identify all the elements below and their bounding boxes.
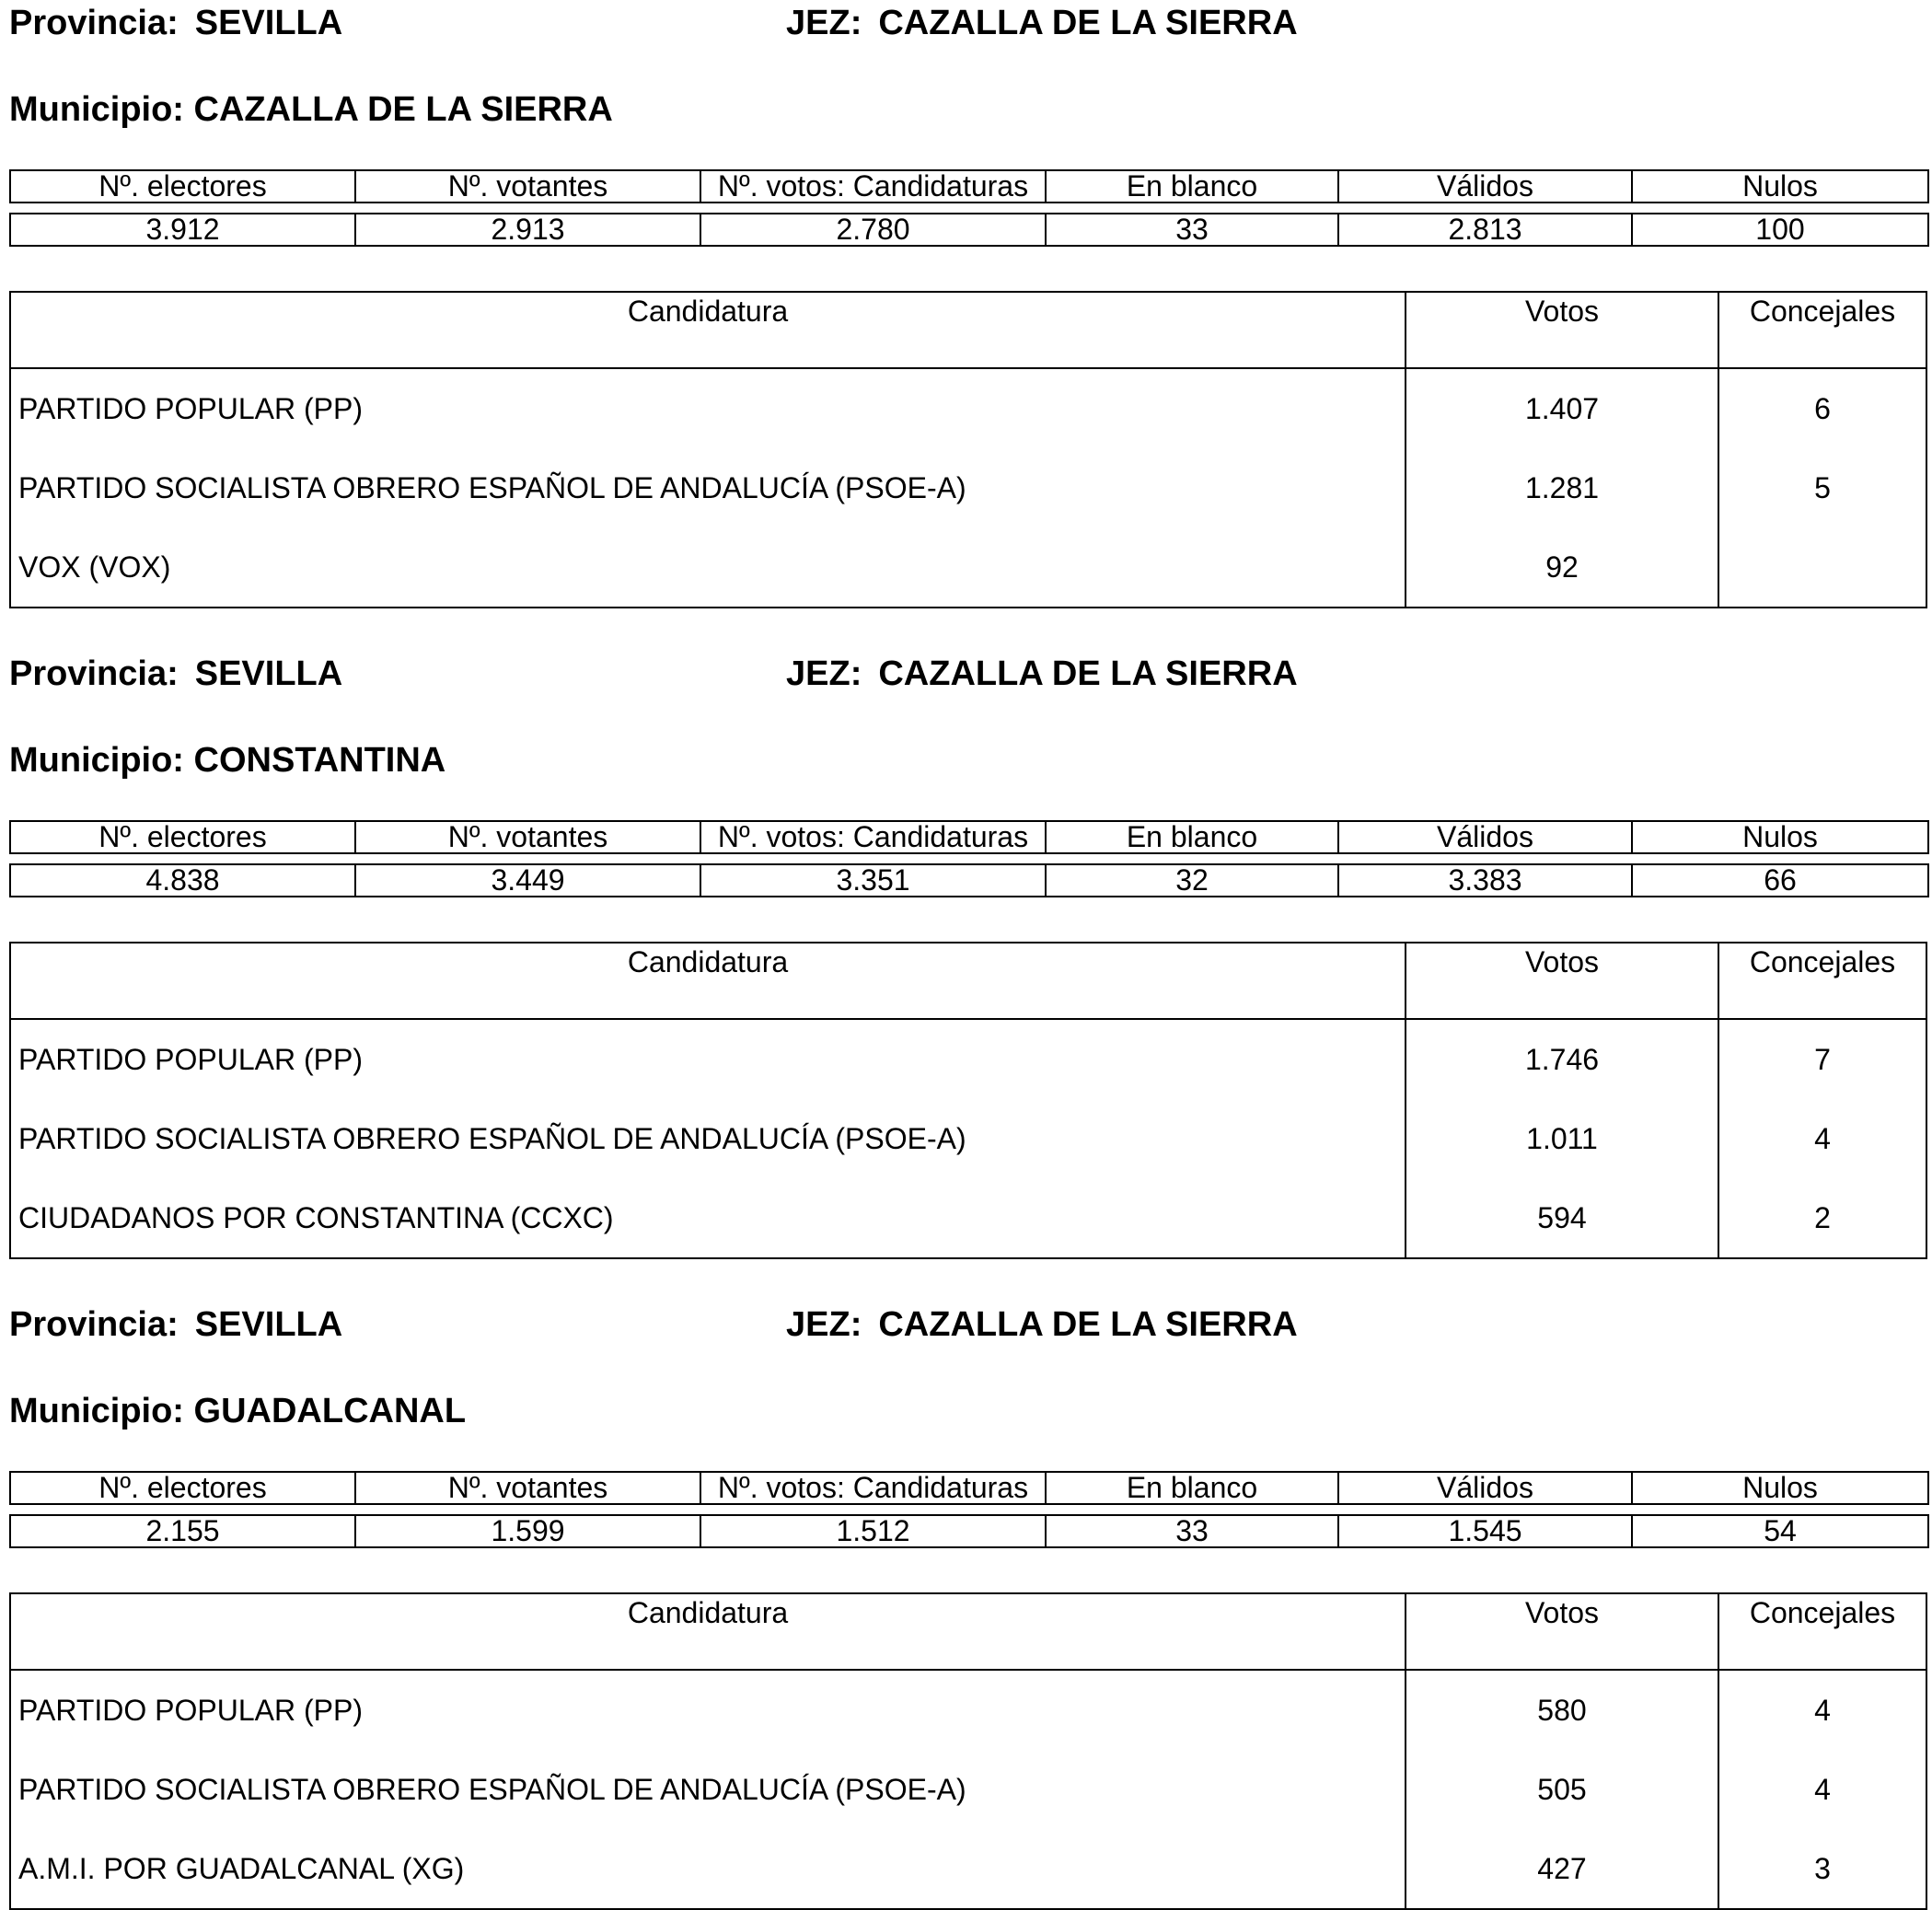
stats-header-cell: Nulos [1632,1472,1928,1504]
party-name: PARTIDO POPULAR (PP) [18,391,363,425]
stats-table [9,1471,1929,1548]
stats-header-cell: Nulos [1632,170,1928,203]
municipio-value: CAZALLA DE LA SIERRA [193,90,613,129]
party-votes: 580 [1406,1670,1718,1750]
party-votes: 1.746 [1406,1019,1718,1099]
party-votes: 1.281 [1406,448,1718,527]
jez-label: JEZ: [786,1305,862,1344]
municipio-label: Municipio: [9,1392,184,1430]
concejales-header: Concejales [1718,943,1926,1019]
parties-header-row [10,1593,1926,1670]
party-row [10,1099,1926,1178]
stats-value-cell: 1.599 [355,1515,700,1547]
candidatura-header: Candidatura [10,1593,1406,1670]
jez-value: CAZALLA DE LA SIERRA [878,1305,1298,1344]
party-votes: 92 [1406,527,1718,608]
jez-value: CAZALLA DE LA SIERRA [878,4,1298,42]
provincia-label: Provincia: [9,4,179,42]
parties-header-row [10,292,1926,368]
jez-label: JEZ: [786,654,862,693]
municipio-heading [9,89,613,130]
stats-header-cell: Válidos [1338,170,1632,203]
stats-value-cell: 54 [1632,1515,1928,1547]
jez-heading [786,3,1298,43]
stats-value-cell: 33 [1046,214,1338,246]
provincia-heading [9,1304,342,1345]
stats-value-cell: 1.545 [1338,1515,1632,1547]
stats-table [9,820,1929,897]
stats-header-cell: Nº. electores [10,170,355,203]
party-seats: 4 [1718,1670,1926,1750]
party-seats: 5 [1718,448,1926,527]
party-name: PARTIDO POPULAR (PP) [18,1693,363,1727]
stats-header-cell: Nº. votos: Candidaturas [700,170,1046,203]
stats-header-row [10,170,1928,203]
jez-heading [786,1304,1298,1345]
stats-header-cell: En blanco [1046,170,1338,203]
stats-value-cell: 2.913 [355,214,700,246]
stats-header-cell: Nº. votantes [355,1472,700,1504]
party-name: A.M.I. POR GUADALCANAL (XG) [18,1851,465,1885]
municipio-value: CONSTANTINA [193,741,446,780]
party-row [10,448,1926,527]
stats-value-cell: 66 [1632,864,1928,897]
stats-value-row [10,1515,1928,1547]
stats-header-cell: Válidos [1338,1472,1632,1504]
party-seats: 4 [1718,1099,1926,1178]
stats-value-cell: 3.383 [1338,864,1632,897]
party-name: PARTIDO SOCIALISTA OBRERO ESPAÑOL DE ANDALUCÍA (PSOE-A) [18,1121,966,1155]
jez-value: CAZALLA DE LA SIERRA [878,654,1298,693]
provincia-heading [9,3,342,43]
stats-value-cell: 100 [1632,214,1928,246]
provincia-label: Provincia: [9,1305,179,1344]
party-row [10,368,1926,448]
stats-value-cell: 1.512 [700,1515,1046,1547]
stats-value-row [10,214,1928,246]
candidatura-header: Candidatura [10,943,1406,1019]
votos-header: Votos [1406,292,1718,368]
party-seats: 3 [1718,1829,1926,1909]
party-name: CIUDADANOS POR CONSTANTINA (CCXC) [18,1200,614,1234]
stats-header-cell: En blanco [1046,1472,1338,1504]
municipio-heading [9,740,445,781]
stats-header-cell: Nº. votantes [355,821,700,853]
stats-header-cell: Válidos [1338,821,1632,853]
party-seats: 7 [1718,1019,1926,1099]
parties-table [9,291,1927,608]
candidatura-header: Candidatura [10,292,1406,368]
party-name: PARTIDO POPULAR (PP) [18,1042,363,1076]
party-row [10,1829,1926,1909]
party-votes: 594 [1406,1178,1718,1258]
party-name: PARTIDO SOCIALISTA OBRERO ESPAÑOL DE ANDALUCÍA (PSOE-A) [18,470,966,504]
party-row [10,527,1926,608]
stats-header-cell: Nº. electores [10,821,355,853]
stats-value-cell: 4.838 [10,864,355,897]
municipio-heading [9,1391,466,1431]
provincia-value: SEVILLA [194,4,343,42]
provincia-value: SEVILLA [194,1305,343,1344]
stats-header-cell: En blanco [1046,821,1338,853]
municipio-label: Municipio: [9,741,184,780]
stats-header-cell: Nº. votos: Candidaturas [700,1472,1046,1504]
party-seats: 4 [1718,1750,1926,1829]
municipio-value: GUADALCANAL [193,1392,467,1430]
stats-header-row [10,1472,1928,1504]
party-votes: 427 [1406,1829,1718,1909]
party-seats: 2 [1718,1178,1926,1258]
party-votes: 505 [1406,1750,1718,1829]
stats-value-row [10,864,1928,897]
party-votes: 1.407 [1406,368,1718,448]
provincia-label: Provincia: [9,654,179,693]
party-votes: 1.011 [1406,1099,1718,1178]
stats-table [9,169,1929,247]
party-name: VOX (VOX) [18,550,171,584]
parties-header-row [10,943,1926,1019]
stats-header-cell: Nº. votantes [355,170,700,203]
parties-table [9,1592,1927,1910]
stats-value-cell: 2.780 [700,214,1046,246]
votos-header: Votos [1406,943,1718,1019]
stats-header-cell: Nulos [1632,821,1928,853]
stats-value-cell: 2.155 [10,1515,355,1547]
concejales-header: Concejales [1718,292,1926,368]
stats-value-cell: 2.813 [1338,214,1632,246]
party-row [10,1019,1926,1099]
municipio-label: Municipio: [9,90,184,129]
party-row [10,1750,1926,1829]
parties-table [9,942,1927,1259]
party-seats [1718,527,1926,608]
stats-value-cell: 3.449 [355,864,700,897]
provincia-value: SEVILLA [194,654,343,693]
party-seats: 6 [1718,368,1926,448]
stats-header-cell: Nº. votos: Candidaturas [700,821,1046,853]
stats-value-cell: 3.351 [700,864,1046,897]
jez-label: JEZ: [786,4,862,42]
stats-header-row [10,821,1928,853]
stats-value-cell: 3.912 [10,214,355,246]
party-row [10,1178,1926,1258]
party-name: PARTIDO SOCIALISTA OBRERO ESPAÑOL DE ANDALUCÍA (PSOE-A) [18,1772,966,1806]
party-row [10,1670,1926,1750]
stats-value-cell: 33 [1046,1515,1338,1547]
jez-heading [786,654,1298,694]
provincia-heading [9,654,342,694]
stats-header-cell: Nº. electores [10,1472,355,1504]
stats-value-cell: 32 [1046,864,1338,897]
votos-header: Votos [1406,1593,1718,1670]
concejales-header: Concejales [1718,1593,1926,1670]
